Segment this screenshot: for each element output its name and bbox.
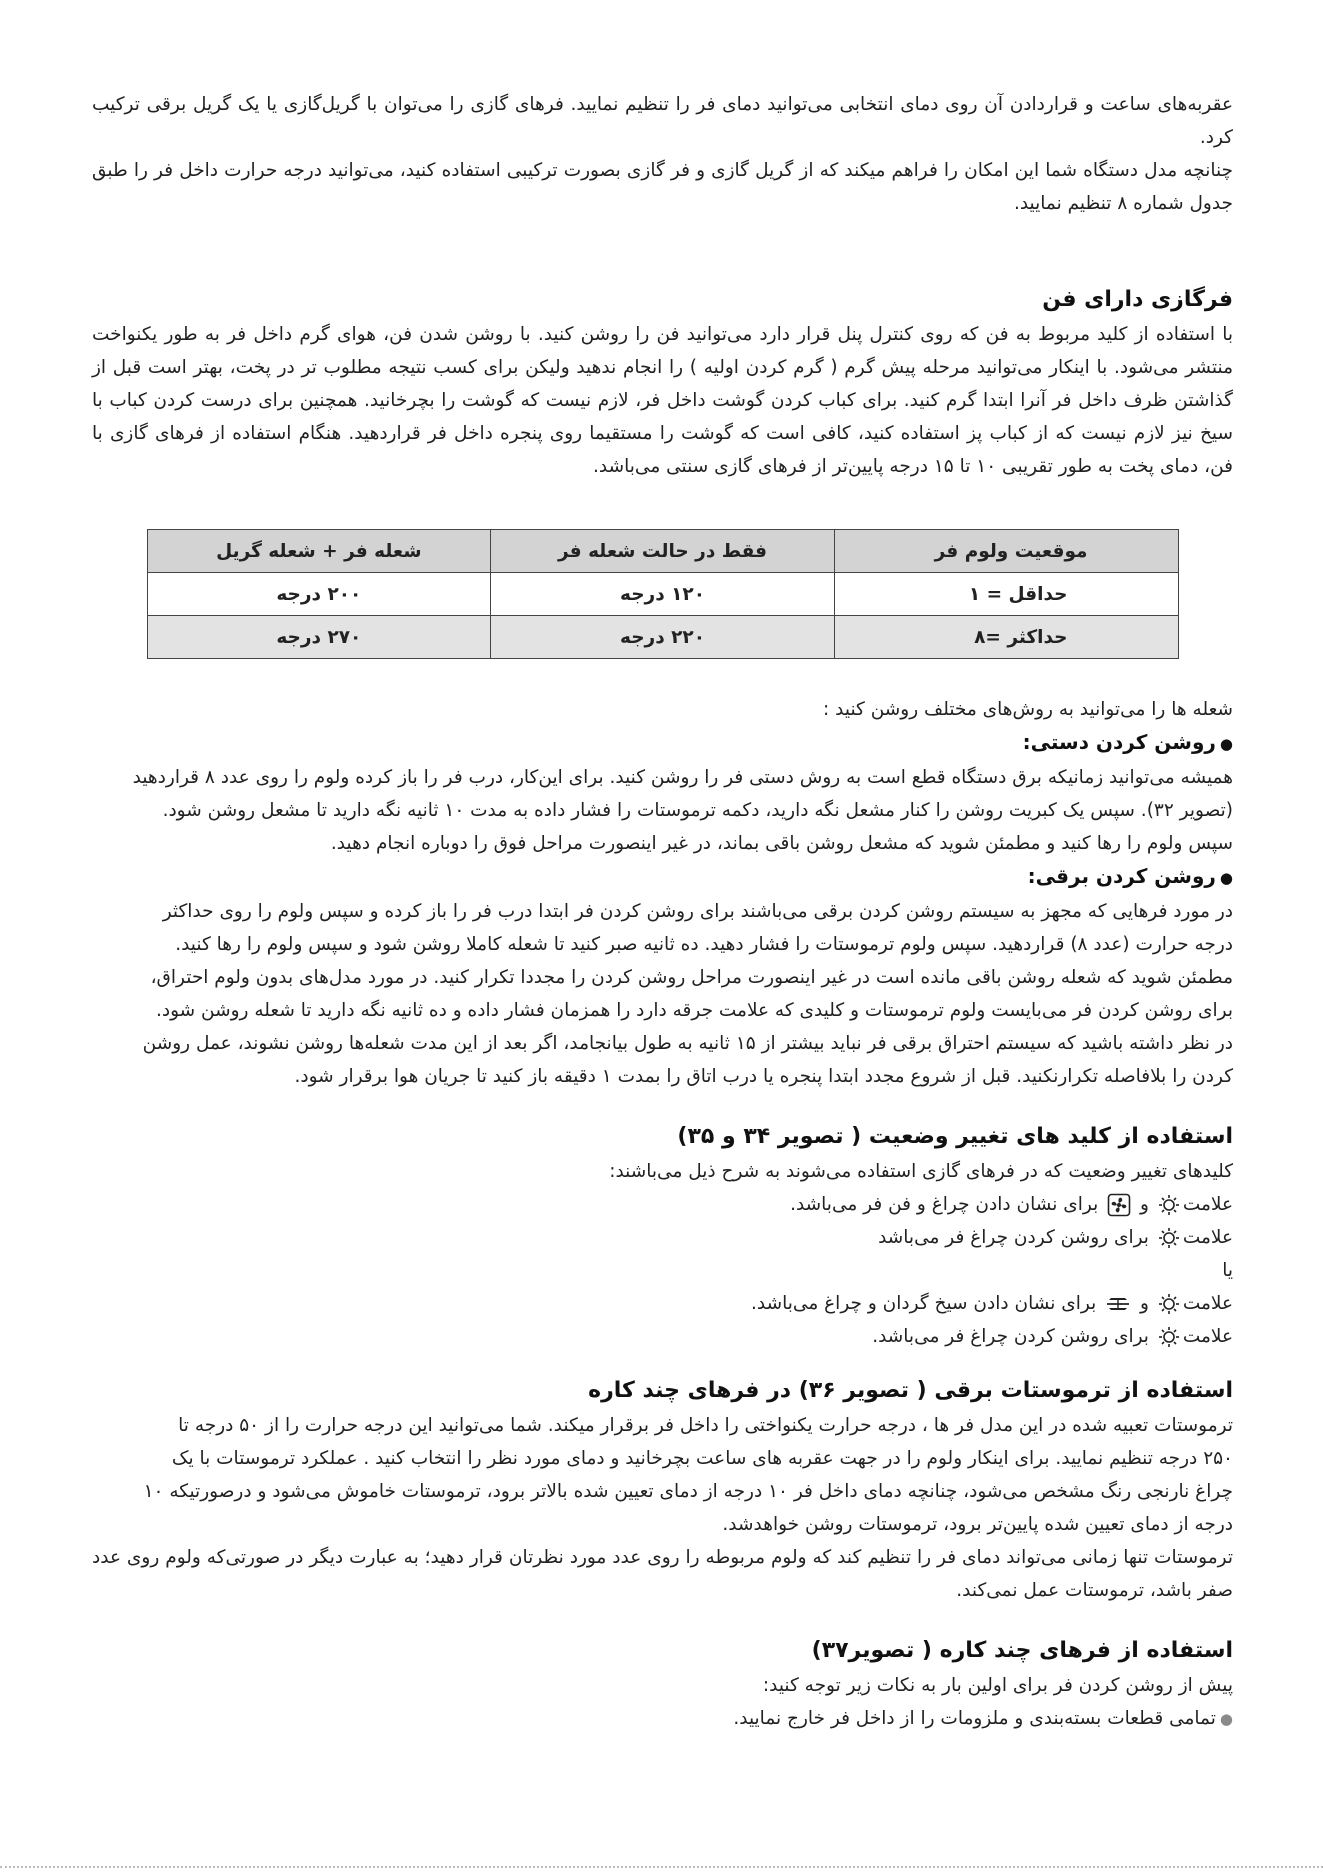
thermostat-line: ترموستات تعبیه شده در این مدل فر ها ، درجه حرارت یکنواختی را داخل فر برقرار میکند. شما می‌توانید این درجه حرارت را از ۵۰ درجه تا bbox=[178, 1415, 1233, 1436]
switch-desc: برای نشان دادن چراغ و فن فر می‌باشد. bbox=[790, 1194, 1099, 1215]
intro-paragraph-2: چنانچه مدل دستگاه شما این امکان را فراهم میکند که از گریل گازی و فر گازی بصورت ترکیبی استفاده کنید، می‌توانید درجه حرارت داخل فر را طبق جدول شماره ۸ تنظیم نمایید. bbox=[92, 160, 1233, 214]
and-word: و bbox=[1140, 1293, 1149, 1314]
electric-ignition-line: مطمئن شوید که شعله روشن باقی مانده است در غیر اینصورت مراحل روشن کردن را مجددا تکرار کنید. در مورد مدل‌های بدون ولوم احتراق، bbox=[150, 967, 1233, 988]
table-cell: حداقل = ۱ bbox=[834, 573, 1178, 616]
switches-heading: استفاده از کلید های تغییر وضعیت ( تصویر ۳۴ و ۳۵) bbox=[677, 1124, 1233, 1149]
electric-ignition-title: روشن کردن برقی: bbox=[1027, 864, 1216, 888]
table-header-cell: موقعیت ولوم فر bbox=[834, 530, 1178, 573]
bullet-icon: ● bbox=[1219, 1710, 1233, 1728]
switch-desc: برای روشن کردن چراغ فر می‌باشد bbox=[878, 1227, 1149, 1248]
rotisserie-icon bbox=[1105, 1294, 1131, 1314]
electric-ignition-line: در مورد فرهایی که مجهز به سیستم روشن کردن برقی می‌باشند برای روشن کردن فر ابتدا درب فر را باز کرده و سپس ولوم را روی حداکثر bbox=[162, 901, 1233, 922]
lamp-icon bbox=[1158, 1194, 1180, 1216]
manual-ignition-line: همیشه می‌توانید زمانیکه برق دستگاه قطع است به روش دستی فر را روشن کنید. برای این‌کار، درب فر را باز کرده ولوم را روی عدد ۸ قراردهید bbox=[132, 767, 1233, 788]
lamp-icon bbox=[1158, 1293, 1180, 1315]
electric-ignition-heading bbox=[92, 860, 1233, 895]
table-cell: ۱۲۰ درجه bbox=[491, 573, 835, 616]
fan-icon bbox=[1107, 1193, 1131, 1217]
page-bottom-rule bbox=[0, 1866, 1323, 1868]
table-header-cell: فقط در حالت شعله فر bbox=[491, 530, 835, 573]
multifunction-heading: استفاده از فرهای چند کاره ( تصویر۳۷) bbox=[811, 1638, 1233, 1663]
table-header-row bbox=[147, 530, 1178, 573]
switch-line bbox=[92, 1188, 1233, 1221]
electric-ignition-line: درجه حرارت (عدد ۸) قراردهید. سپس ولوم ترموستات را فشار دهید. ده ثانیه صبر کنید تا شعله کاملا روشن شود و سپس ولوم را رها کنید. bbox=[175, 934, 1233, 955]
multifunction-item-text: تمامی قطعات بسته‌بندی و ملزومات را از داخل فر خارج نمایید. bbox=[733, 1708, 1216, 1729]
multifunction-lead: پیش از روشن کردن فر برای اولین بار به نکات زیر توجه کنید: bbox=[762, 1675, 1233, 1696]
switches-lead: کلیدهای تغییر وضعیت که در فرهای گازی استفاده می‌شوند به شرح ذیل می‌باشند: bbox=[609, 1161, 1233, 1182]
table-cell: حداکثر =۸ bbox=[834, 616, 1178, 659]
electric-ignition-line: برای روشن کردن فر می‌بایست ولوم ترموستات و کلیدی که علامت جرقه دارد را همزمان فشار داده و ده ثانیه نگه دارید تا شعله روشن شود. bbox=[155, 1000, 1233, 1021]
sign-label: علامت bbox=[1182, 1326, 1233, 1347]
fan-oven-heading: فرگازی دارای فن bbox=[1042, 287, 1233, 312]
table-cell: ۲۲۰ درجه bbox=[491, 616, 835, 659]
table-cell: ۲۰۰ درجه bbox=[147, 573, 491, 616]
manual-ignition-line: سپس ولوم را رها کنید و مطمئن شوید که مشعل روشن باقی بماند، در غیر اینصورت مراحل فوق را دوباره انجام دهید. bbox=[330, 833, 1233, 854]
thermostat-paragraph-2: ترموستات تنها زمانی می‌تواند دمای فر را تنظیم کند که ولوم مربوطه را روی عدد مورد نظرتان قرار دهید؛ به عبارت دیگر در صورتی‌که ولوم روی عدد صفر باشد، ترموستات عمل نمی‌کند. bbox=[92, 1547, 1233, 1601]
switch-desc: برای روشن کردن چراغ فر می‌باشد. bbox=[872, 1326, 1149, 1347]
switch-desc: برای نشان دادن سیخ گردان و چراغ می‌باشد. bbox=[751, 1293, 1097, 1314]
thermostat-line: ۲۵۰ درجه تنظیم نمایید. برای اینکار ولوم را در جهت عقربه های ساعت بچرخانید و دمای مورد نظر را انتخاب کنید . عملکرد ترموستات با یک bbox=[171, 1448, 1233, 1469]
and-word: و bbox=[1140, 1194, 1149, 1215]
lamp-icon bbox=[1158, 1326, 1180, 1348]
electric-ignition-line: در نظر داشته باشید که سیستم احتراق برقی فر نباید بیشتر از ۱۵ ثانیه به طول بیانجامد، اگر بعد از این مدت شعله‌ها روشن نشوند، عمل روشن bbox=[142, 1033, 1233, 1054]
thermostat-heading: استفاده از ترموستات برقی ( تصویر ۳۶) در فرهای چند کاره bbox=[588, 1378, 1233, 1403]
switch-line bbox=[92, 1320, 1233, 1353]
sign-label: علامت bbox=[1182, 1227, 1233, 1248]
multifunction-item bbox=[92, 1702, 1233, 1736]
intro-paragraph-1: عقربه‌های ساعت و قراردادن آن روی دمای انتخابی می‌توانید دمای فر را تنظیم نمایید. فرهای گازی را می‌توان با گریل‌گازی یا یک گریل برقی ترکیب کرد. bbox=[92, 94, 1233, 148]
bullet-icon: ● bbox=[1219, 735, 1233, 753]
bullet-icon: ● bbox=[1219, 869, 1233, 887]
table-row bbox=[147, 573, 1178, 616]
lamp-icon bbox=[1158, 1227, 1180, 1249]
sign-label: علامت bbox=[1182, 1293, 1233, 1314]
fan-oven-paragraph: با استفاده از کلید مربوط به فن که روی کنترل پنل قرار دارد می‌توانید فن را روشن کنید. با روشن شدن فن، هوای گرم داخل فر به طور یکنواخت منتشر می‌شود. با اینکار می‌توانید مرحله پیش گرم ( گرم کردن اولیه ) را انجام ندهید ولیکن برای کسب نتیجه مطلوب تر در پخت، بهتر است قبل از گذاشتن ظرف داخل فر آنرا ابتدا گرم کنید. برای کباب کردن گوشت داخل فر، لازم نیست که گوشت را بچرخانید. همچنین برای درست کردن کباب با سیخ نیز لازم نیست که از کباب پز استفاده کنید، کافی است که گوشت را مستقیما روی پنجره داخل فر قراردهید. هنگام استفاده از فرهای گازی با فن، دمای پخت به طور تقریبی ۱۰ تا ۱۵ درجه پایین‌تر از فرهای گازی سنتی می‌باشد. bbox=[92, 324, 1233, 477]
or-word: یا bbox=[1222, 1260, 1233, 1281]
manual-ignition-title: روشن کردن دستی: bbox=[1022, 730, 1216, 754]
table-header-cell: شعله فر + شعله گریل bbox=[147, 530, 491, 573]
manual-page bbox=[92, 88, 1233, 1736]
ignition-lead: شعله ها را می‌توانید به روش‌های مختلف روشن کنید : bbox=[823, 699, 1233, 720]
table-row bbox=[147, 616, 1178, 659]
switch-line bbox=[92, 1221, 1233, 1254]
manual-ignition-heading bbox=[92, 726, 1233, 761]
manual-ignition-line: (تصویر ۳۲). سپس یک کبریت روشن را کنار مشعل نگه دارید، دکمه ترموستات را فشار داده به مدت ۱۰ ثانیه نگه دارید تا مشعل روشن شود. bbox=[162, 800, 1233, 821]
electric-ignition-line: کردن را بلافاصله تکرارنکنید. قبل از شروع مجدد ابتدا پنجره یا درب اتاق را بمدت ۱ دقیقه باز کنید تا جریان هوا برقرار شود. bbox=[294, 1066, 1233, 1087]
temperature-table bbox=[147, 529, 1179, 659]
sign-label: علامت bbox=[1182, 1194, 1233, 1215]
switch-line bbox=[92, 1287, 1233, 1320]
thermostat-line: چراغ نارنجی رنگ مشخص می‌شود، چنانچه دمای داخل فر ۱۰ درجه از دمای تعیین شده بالاتر برود، ترموستات خاموش می‌شود و درصورتیکه ۱۰ bbox=[143, 1481, 1233, 1502]
thermostat-line: درجه از دمای تعیین شده پایین‌تر برود، ترموستات روشن خواهدشد. bbox=[722, 1514, 1233, 1535]
table-cell: ۲۷۰ درجه bbox=[147, 616, 491, 659]
